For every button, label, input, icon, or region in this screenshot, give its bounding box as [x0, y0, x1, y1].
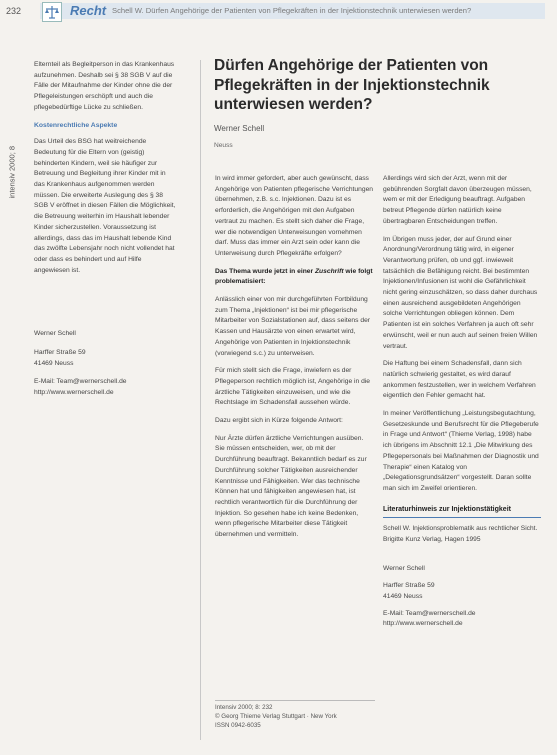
right-paragraph-1: Allerdings wird sich der Arzt, wenn mit der gebührenden Sorgfalt davon überzeugen müssen, wem er mit der Erledigung beauftragt. Aufgaben betreut Pflegende dürfen natürlich keine übertragbaren Entscheidungen treffen.	[383, 175, 532, 225]
mid-paragraph-3: Anlässlich einer von mir durchgeführten Fortbildung zum Thema „Injektionen“ ist bei mir pflegerische Mitarbeiter von Sozialstationen auf, dass seitens der Kassen und Hausärzte von einen erwartet wird, Angehörige von Patienten in Injektionstechnik (vorwiegend s.c.) zu unterweisen.	[215, 296, 371, 357]
literature-entry: Schell W. Injektionsproblematik aus rechtlicher Sicht. Brigitte Kunz Verlag, Hagen 1995	[383, 525, 538, 543]
right-paragraph-3: Die Haftung bei einem Schadensfall, dann sich natürlich schwierig gestaltet, es wird darauf ankommen festzustellen, wer in welchem Verfahren eigentlich den Fehler gemacht hat.	[383, 360, 536, 400]
left-subhead: Kostenrechtliche Aspekte	[34, 121, 118, 129]
mid-paragraph-4: Für mich stellt sich die Frage, inwiefern es der Pflegeperson rechtlich möglich ist, Angehörige in die ärztliche Tätigkeiten einzuweisen, und wie die Rechtslage im Schadensfall aussehen würde.	[215, 367, 371, 407]
section-label: Recht	[70, 3, 107, 18]
literature-heading: Literaturhinweis zur Injektionstätigkeit	[383, 505, 511, 513]
right-email[interactable]: E-Mail: Team@wernerschell.de	[383, 609, 476, 617]
right-paragraph-4: In meiner Veröffentlichung „Leistungsbegutachtung, Gesetzeskunde und Berufsrecht für die Pflegeberufe in Frage und Antwort“ (Thieme Verlag, 1998) habe ich übrigens im Abschnitt 12.1 „Die Mitwirkung des Pflegepersonals bei Maßnahmen der Diagnostik und Therapie“ einen Katalog von „Delegationsgrundsätzen“ vorgestellt. Daran sollte man sich im Zweifel orientieren.	[383, 410, 539, 492]
mid-paragraph-5: Dazu ergibt sich in Kürze folgende Antwort:	[215, 417, 343, 425]
journal-footer	[215, 700, 375, 730]
left-author-name: Werner Schell	[34, 330, 76, 338]
article-title: Dürfen Angehörige der Patienten von Pflegekräften in der Injektionstechnik unterwiesen werden?	[214, 57, 490, 113]
side-label-text: intensiv 2000; 8	[7, 145, 17, 199]
left-email[interactable]: E-Mail: Team@wernerschell.de	[34, 378, 127, 386]
mid-p2-end: wie folgt problematisiert:	[215, 267, 373, 286]
left-street: Harffer Straße 59	[34, 349, 86, 357]
article-author: Werner Schell	[214, 124, 265, 133]
middle-column	[215, 174, 373, 548]
footer-copyright: © Georg Thieme Verlag Stuttgart · New York	[215, 712, 337, 720]
running-title: Schell W. Dürfen Angehörige der Patienten von Pflegekräften in der Injektionstechnik unterwiesen werden?	[112, 6, 472, 15]
right-city: 41469 Neuss	[383, 592, 423, 600]
article-author-city: Neuss	[214, 142, 233, 149]
right-street: Harffer Straße 59	[383, 582, 435, 590]
footer-issn: ISSN 0942-6035	[215, 721, 261, 729]
left-web-link[interactable]: http://www.wernerschell.de	[34, 389, 114, 397]
mid-p2-emph: Zuschrift	[314, 267, 344, 275]
mid-paragraph-1: In wird immer gefordert, aber auch gewünscht, dass Angehörige von Patienten pflegerische Verrichtungen übernehmen, z.B. s.c. Injektionen. Dazu ist es erforderlich, die Angehörigen mit den Aufgaben vertraut zu machen. Es stellt sich daher die Frage, wer die notwendigen Unterweisungen vornehmen darf. Muss das immer ein Arzt sein oder kann die Unterweisung durch Pflegekräfte erfolgen?	[215, 175, 374, 257]
left-body: Das Urteil des BSG hat weitreichende Bedeutung für die Eltern von (geistig) behinderten Kindern, weil sie häufiger zur Betreuung und Begleitung ihrer Kinder mit in das Krankenhaus aufgenommen werden müssen. Die erweiterte Auslegung des § 38 SGB V eröffnet in diesen Fällen die Möglichkeit, die Betreuung weiterhin im Haushalt lebender Kinder sicherzustellen. Voraussetzung ist allerdings, dass das im Haushalt lebende Kind das zwölfte Lebensjahr noch nicht vollendet hat oder dass es behindert und auf Hilfe angewiesen ist.	[34, 138, 176, 274]
scales-of-justice-icon	[42, 2, 62, 22]
mid-p2-start: Das Thema wurde jetzt in einer	[215, 267, 315, 275]
page-number: 232	[6, 6, 22, 16]
mid-paragraph-6: Nur Ärzte dürfen ärztliche Verrichtungen ausüben. Sie müssen entscheiden, wer, ob mit der Durchführung beauftragt. Bekanntlich bedarf es zur Durchführung solcher Tätigkeiten ausreichender Kenntnisse und Fähigkeiten. Wer das technische Können hat und fähigkeiten angewiesen hat, ist rechtlich verantwortlich für die Durchführung der Injektion. So gesehen habe ich keine Bedenken, wenn pflegerische Mitarbeiter diese Tätigkeit übernehmen und vermitteln.	[215, 434, 367, 539]
right-paragraph-2: Im Übrigen muss jeder, der auf Grund einer Anordnung/Verordnung tätig wird, in eigener Verantwortung prüfen, ob und ggf. inwieweit tatsächlich die Befähigung reicht. Bei bestimmten Injektionen/Infusionen ist wohl die Gefährlichkeit nicht gering einzuschätzen, so dass daher durchaus einen ausreichend ausgebildeten Angehörigen solche Verrichtungen obliegen können. Dem Patienten ist ein solches Verfahren ja auch oft sehr erwünscht, weil er nun auch auf seinen freien Willen vertraut.	[383, 235, 538, 350]
left-intro: Elternteil als Begleitperson in das Krankenhaus aufzunehmen. Deshalb sei § 38 SGB V auf die Fälle der Mitaufnahme der Kinder ohne die der Pflegeleistungen erschöpft und auch die pflegebedürftige Lücke zu schließen.	[34, 61, 175, 111]
left-column	[34, 60, 176, 399]
right-column	[383, 174, 541, 630]
column-divider	[200, 60, 201, 740]
mid-paragraph-2	[215, 267, 373, 288]
footer-journal: Intensiv 2000; 8: 232	[215, 704, 273, 711]
journal-side-label	[6, 56, 18, 226]
left-city: 41469 Neuss	[34, 359, 74, 367]
literature-rule	[383, 517, 541, 518]
right-author-name: Werner Schell	[383, 565, 425, 573]
right-web-link[interactable]: http://www.wernerschell.de	[383, 620, 463, 628]
